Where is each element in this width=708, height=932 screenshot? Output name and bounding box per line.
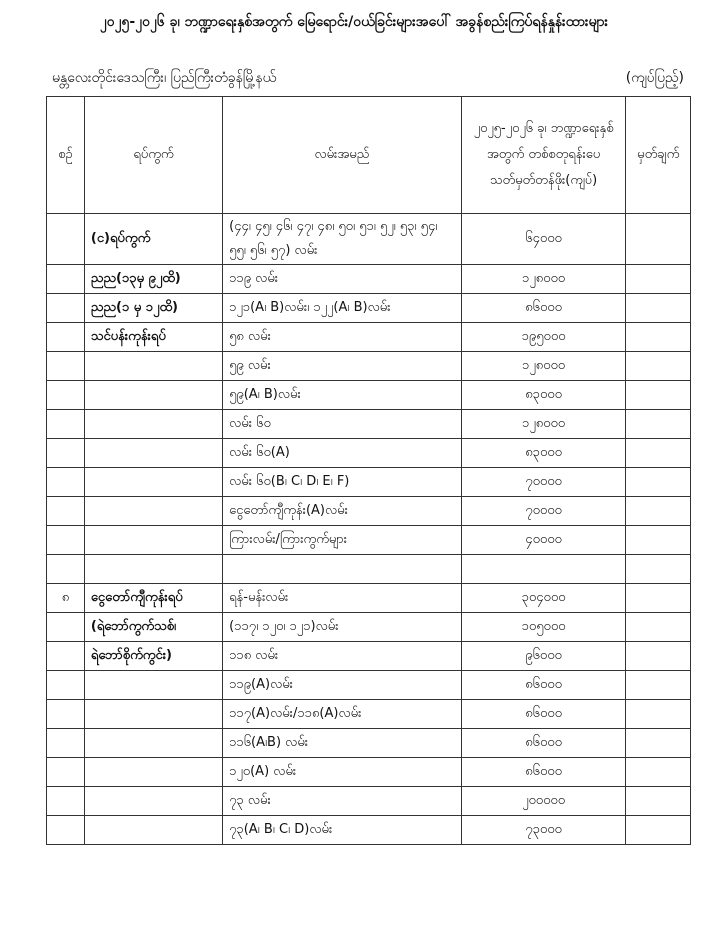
row-no [47, 497, 85, 526]
row-area: (င)ရပ်ကွက် [84, 214, 222, 265]
row-road: (၄၄၊ ၄၅၊ ၄၆၊ ၄၇၊ ၄၈၊ ၅၀၊ ၅၁၊ ၅၂၊ ၅၃၊ ၅၄၊ ၅၅၊ ၅၆၊ ၅၇) လမ်း [223, 214, 462, 265]
row-note [626, 294, 691, 323]
row-no [47, 410, 85, 439]
row-road: ၇၃ လမ်း [223, 787, 462, 816]
location-label: မန္တလေးတိုင်းဒေသကြီး၊ ပြည်ကြီးတံခွန်မြို့နယ် [52, 70, 277, 86]
row-value: ၄၀၀၀၀ [461, 526, 626, 555]
row-value: ၃၀၄၀၀၀ [461, 584, 626, 613]
row-no [47, 352, 85, 381]
row-value: ၆၄၀၀၀ [461, 214, 626, 265]
row-area: ညည(၁၃မှ ၉၂ထိ) [84, 265, 222, 294]
row-area [84, 526, 222, 555]
row-area [84, 468, 222, 497]
row-road: ၅၉(A၊ B)လမ်း [223, 381, 462, 410]
row-note [626, 700, 691, 729]
row-road: ရန်-မန်းလမ်း [223, 584, 462, 613]
row-road: ကြားလမ်း/ကြားကွက်များ [223, 526, 462, 555]
table-row [47, 214, 691, 265]
table-row [47, 265, 691, 294]
row-note [626, 526, 691, 555]
row-road: ၁၂၀(A) လမ်း [223, 758, 462, 787]
col-header-area: ရပ်ကွက် [84, 97, 222, 214]
row-area: ရဲဘော်စိုက်ကွင်း) [84, 642, 222, 671]
row-no [47, 787, 85, 816]
table-row [47, 439, 691, 468]
row-note [626, 214, 691, 265]
row-note [626, 613, 691, 642]
row-road: ငွေတော်ကျီကုန်း(A)လမ်း [223, 497, 462, 526]
table-row [47, 526, 691, 555]
unit-label: (ကျပ်ပြည့်) [625, 70, 684, 86]
col-header-value: ၂၀၂၅-၂၀၂၆ ခု၊ ဘဏ္ဍာရေးနှစ်အတွက် တစ်စတုရန်းပေ သတ်မှတ်တန်ဖိုး(ကျပ်) [461, 97, 626, 214]
row-note [626, 265, 691, 294]
row-note [626, 381, 691, 410]
table-row [47, 642, 691, 671]
row-value: ၇၀၀၀၀ [461, 468, 626, 497]
row-road: ၇၃(A၊ B၊ C၊ D)လမ်း [223, 816, 462, 845]
row-no [47, 642, 85, 671]
row-value: ၇၃၀၀၀ [461, 816, 626, 845]
row-no [47, 700, 85, 729]
table-row [47, 323, 691, 352]
row-area [84, 410, 222, 439]
row-value: ၈၃၀၀၀ [461, 381, 626, 410]
row-value: ၉၆၀၀၀ [461, 642, 626, 671]
row-no [47, 613, 85, 642]
row-area [84, 497, 222, 526]
row-area: (ရဲဘော်ကွက်သစ်၊ [84, 613, 222, 642]
row-area [84, 729, 222, 758]
table-body [47, 214, 691, 845]
row-road: ၁၁၈ လမ်း [223, 642, 462, 671]
row-road: လမ်း ၆၀ [223, 410, 462, 439]
row-note [626, 758, 691, 787]
table-row [47, 381, 691, 410]
row-area [84, 439, 222, 468]
row-value: ၈၆၀၀၀ [461, 729, 626, 758]
row-no: ၈ [47, 584, 85, 613]
table-row [47, 816, 691, 845]
row-note [626, 323, 691, 352]
row-note [626, 584, 691, 613]
row-no [47, 758, 85, 787]
row-note [626, 671, 691, 700]
row-value: ၈၆၀၀၀ [461, 758, 626, 787]
row-area [84, 352, 222, 381]
row-note [626, 439, 691, 468]
row-area [84, 671, 222, 700]
row-value: ၇၀၀၀၀ [461, 497, 626, 526]
row-note [626, 497, 691, 526]
table-row [47, 758, 691, 787]
row-value: ၁၂၈၀၀၀ [461, 352, 626, 381]
row-note [626, 642, 691, 671]
row-area [84, 787, 222, 816]
row-no [47, 214, 85, 265]
table-header-row [47, 97, 691, 214]
row-no [47, 526, 85, 555]
row-note [626, 352, 691, 381]
row-no [47, 729, 85, 758]
row-no [47, 468, 85, 497]
table-row [47, 352, 691, 381]
row-note [626, 729, 691, 758]
row-road: (၁၁၇၊ ၁၂၀၊ ၁၂၁)လမ်း [223, 613, 462, 642]
row-value: ၈၆၀၀၀ [461, 294, 626, 323]
row-value: ၁၂၈၀၀၀ [461, 265, 626, 294]
row-road: ၁၁၉ လမ်း [223, 265, 462, 294]
rate-table [46, 96, 691, 845]
row-no [47, 816, 85, 845]
row-area [84, 555, 222, 584]
row-area: သင်ပန်းကုန်းရပ် [84, 323, 222, 352]
table-row [47, 497, 691, 526]
table-row [47, 613, 691, 642]
row-area [84, 381, 222, 410]
row-road: ၁၂၁(A၊ B)လမ်း၊ ၁၂၂(A၊ B)လမ်း [223, 294, 462, 323]
row-road: ၅၉ လမ်း [223, 352, 462, 381]
row-no [47, 555, 85, 584]
row-no [47, 294, 85, 323]
row-road: ၁၁၇(A)လမ်း/၁၁၈(A)လမ်း [223, 700, 462, 729]
row-no [47, 265, 85, 294]
row-road: ၁၁၉(A)လမ်း [223, 671, 462, 700]
row-note [626, 468, 691, 497]
table-row [47, 555, 691, 584]
row-road: ၅၈ လမ်း [223, 323, 462, 352]
row-value: ၁၉၅၀၀၀ [461, 323, 626, 352]
row-note [626, 555, 691, 584]
row-area: ငွေတော်ကျီကုန်းရပ် [84, 584, 222, 613]
row-no [47, 323, 85, 352]
row-area: ညည(၁ မှ ၁၂ထိ) [84, 294, 222, 323]
row-area [84, 700, 222, 729]
table-row [47, 787, 691, 816]
table-row [47, 410, 691, 439]
row-value: ၁၀၅၀၀၀ [461, 613, 626, 642]
row-no [47, 671, 85, 700]
col-header-note: မှတ်ချက် [626, 97, 691, 214]
table-row [47, 700, 691, 729]
row-value: ၁၂၈၀၀၀ [461, 410, 626, 439]
row-road [223, 555, 462, 584]
row-value [461, 555, 626, 584]
row-note [626, 787, 691, 816]
row-no [47, 439, 85, 468]
table-row [47, 584, 691, 613]
row-value: ၈၆၀၀၀ [461, 671, 626, 700]
col-header-no: စဉ် [47, 97, 85, 214]
table-row [47, 468, 691, 497]
row-note [626, 410, 691, 439]
col-header-road: လမ်းအမည် [223, 97, 462, 214]
row-road: ၁၁၆(A၊B) လမ်း [223, 729, 462, 758]
row-road: လမ်း ၆၀(B၊ C၊ D၊ E၊ F) [223, 468, 462, 497]
table-row [47, 294, 691, 323]
row-area [84, 816, 222, 845]
row-value: ၈၆၀၀၀ [461, 700, 626, 729]
row-note [626, 816, 691, 845]
document-title: ၂၀၂၅-၂၀၂၆ ခု၊ ဘဏ္ဍာရေးနှစ်အတွက် မြေရောင်း/ဝယ်ခြင်းများအပေါ် အခွန်စည်းကြပ်ရန်နှုန်းထားများ [99, 14, 609, 30]
row-area [84, 758, 222, 787]
table-row [47, 729, 691, 758]
row-value: ၂၀၀၀၀၀ [461, 787, 626, 816]
row-road: လမ်း ၆၀(A) [223, 439, 462, 468]
row-no [47, 381, 85, 410]
table-row [47, 671, 691, 700]
row-value: ၈၃၀၀၀ [461, 439, 626, 468]
